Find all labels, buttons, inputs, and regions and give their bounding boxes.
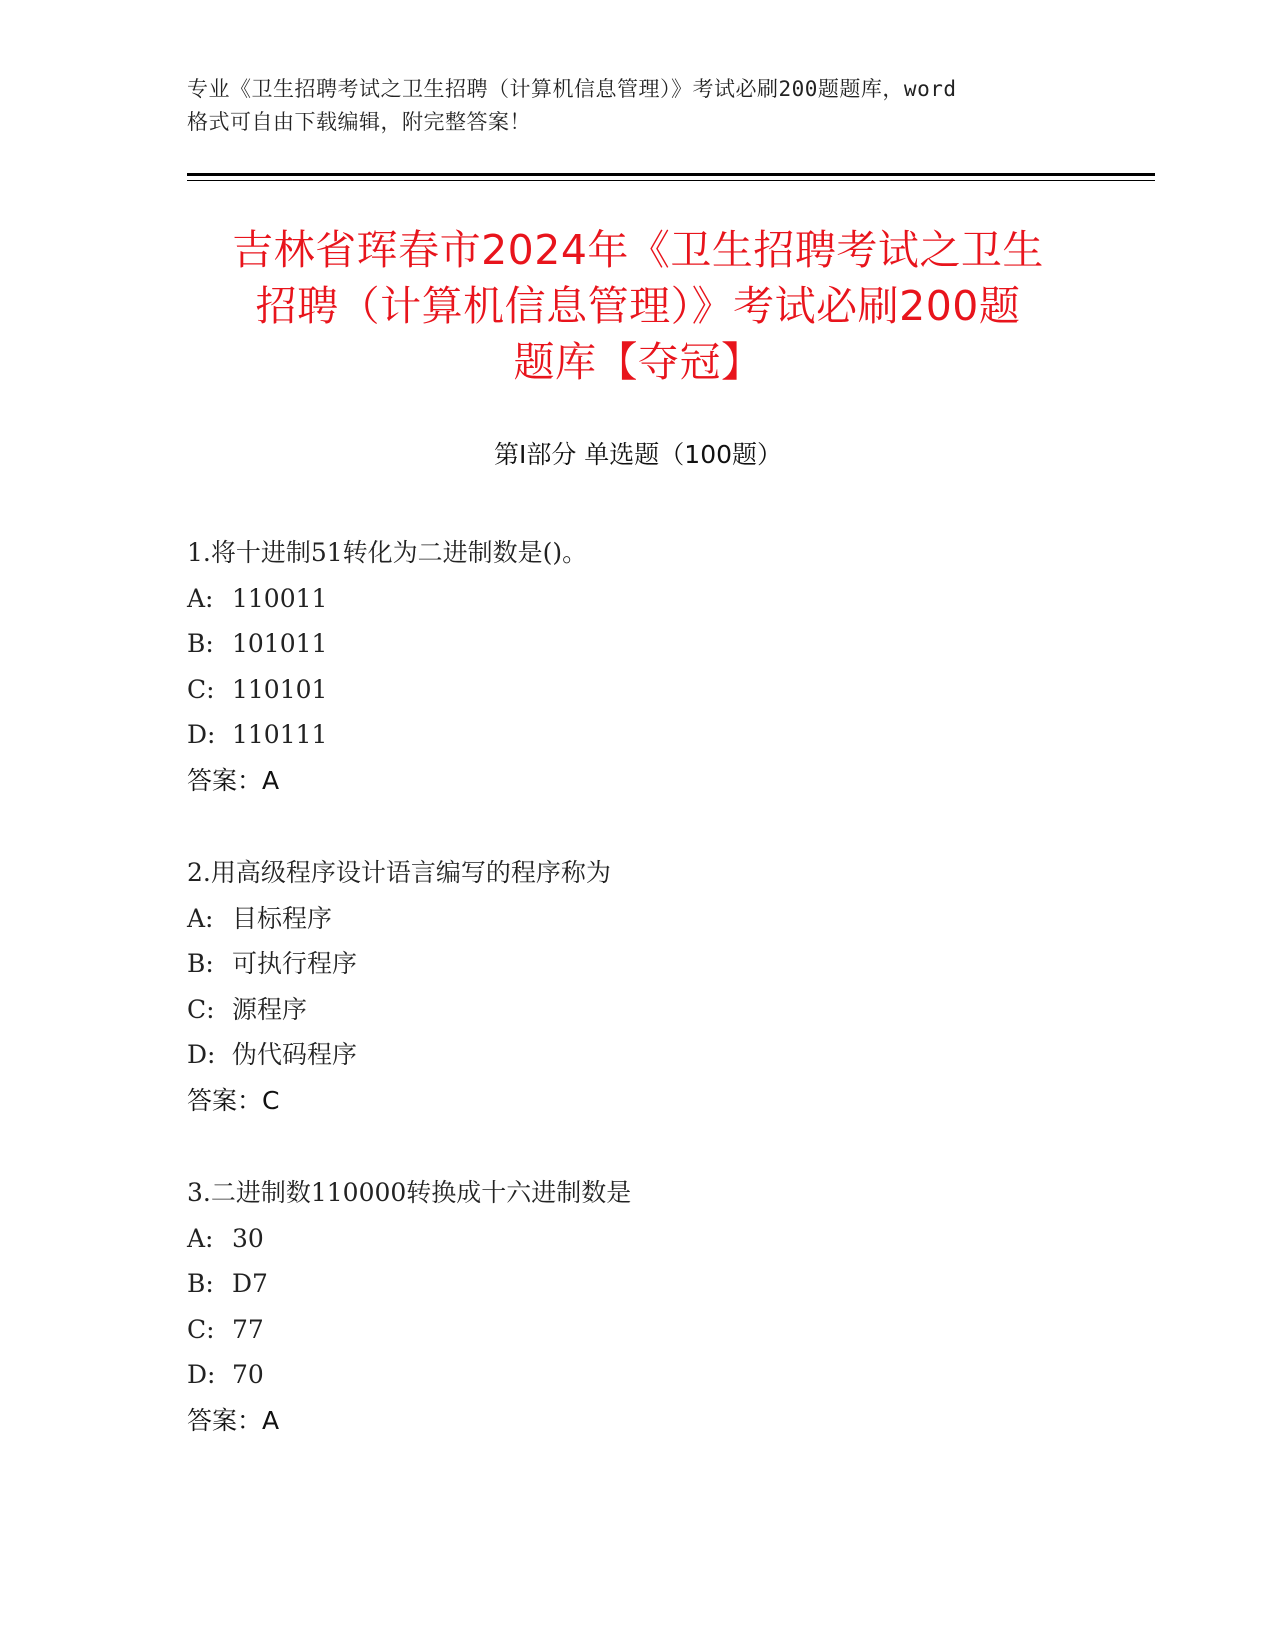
option-letter: B: <box>187 629 214 658</box>
document-title-line-3: 题库【夺冠】 <box>513 338 763 386</box>
document-title-line-1: 吉林省珲春市2024年《卫生招聘考试之卫生 <box>232 226 1044 274</box>
option-d <box>187 1352 1087 1398</box>
option-letter: C: <box>187 1314 215 1344</box>
question-1 <box>187 530 1087 803</box>
header-note-line-2: 格式可自由下载编辑，附完整答案！ <box>187 110 531 134</box>
option-d <box>187 712 1087 758</box>
answer-line: 答案：A <box>187 1405 280 1435</box>
option-a <box>187 1216 1087 1262</box>
question-2 <box>187 850 1087 1123</box>
option-letter: B: <box>187 949 214 978</box>
option-c <box>187 987 1087 1033</box>
option-letter: D: <box>187 720 216 749</box>
question-3 <box>187 1170 1087 1443</box>
option-b <box>187 1261 1087 1307</box>
option-text: D7 <box>232 1269 268 1298</box>
option-text: 可执行程序 <box>232 949 358 978</box>
answer-line: 答案：A <box>187 765 280 795</box>
option-letter: D: <box>187 1360 216 1389</box>
option-letter: A: <box>187 1223 214 1253</box>
option-letter: A: <box>187 903 214 933</box>
option-a <box>187 576 1087 622</box>
document-title <box>187 222 1089 390</box>
option-c <box>187 1307 1087 1353</box>
header-rule-thick <box>187 173 1155 176</box>
option-b <box>187 941 1087 987</box>
option-letter: C: <box>187 674 215 704</box>
option-text: 110111 <box>232 720 328 749</box>
option-b <box>187 621 1087 667</box>
question-stem: 1.将十进制51转化为二进制数是()。 <box>187 538 588 567</box>
option-text: 30 <box>232 1223 264 1253</box>
option-text: 101011 <box>232 629 328 658</box>
option-text: 70 <box>232 1360 264 1389</box>
document-title-line-2: 招聘（计算机信息管理）》考试必刷200题 <box>255 282 1021 330</box>
option-text: 110011 <box>232 583 328 613</box>
header-note <box>187 73 1087 139</box>
question-stem: 2.用高级程序设计语言编写的程序称为 <box>187 858 611 887</box>
option-text: 伪代码程序 <box>232 1040 358 1069</box>
question-stem: 3.二进制数110000转换成十六进制数是 <box>187 1178 632 1207</box>
option-text: 源程序 <box>232 994 308 1024</box>
option-letter: A: <box>187 583 214 613</box>
section-title: 第Ⅰ部分 单选题（100题） <box>493 440 783 469</box>
option-c <box>187 667 1087 713</box>
option-letter: B: <box>187 1269 214 1298</box>
header-rule-thin <box>187 180 1155 181</box>
option-text: 目标程序 <box>232 903 333 933</box>
option-letter: D: <box>187 1040 216 1069</box>
option-a <box>187 896 1087 942</box>
header-note-line-1: 专业《卫生招聘考试之卫生招聘（计算机信息管理）》考试必刷200题题库，word <box>187 77 957 101</box>
option-d <box>187 1032 1087 1078</box>
option-letter: C: <box>187 994 215 1024</box>
option-text: 110101 <box>232 674 328 704</box>
answer-line: 答案：C <box>187 1085 280 1115</box>
option-text: 77 <box>232 1314 264 1344</box>
